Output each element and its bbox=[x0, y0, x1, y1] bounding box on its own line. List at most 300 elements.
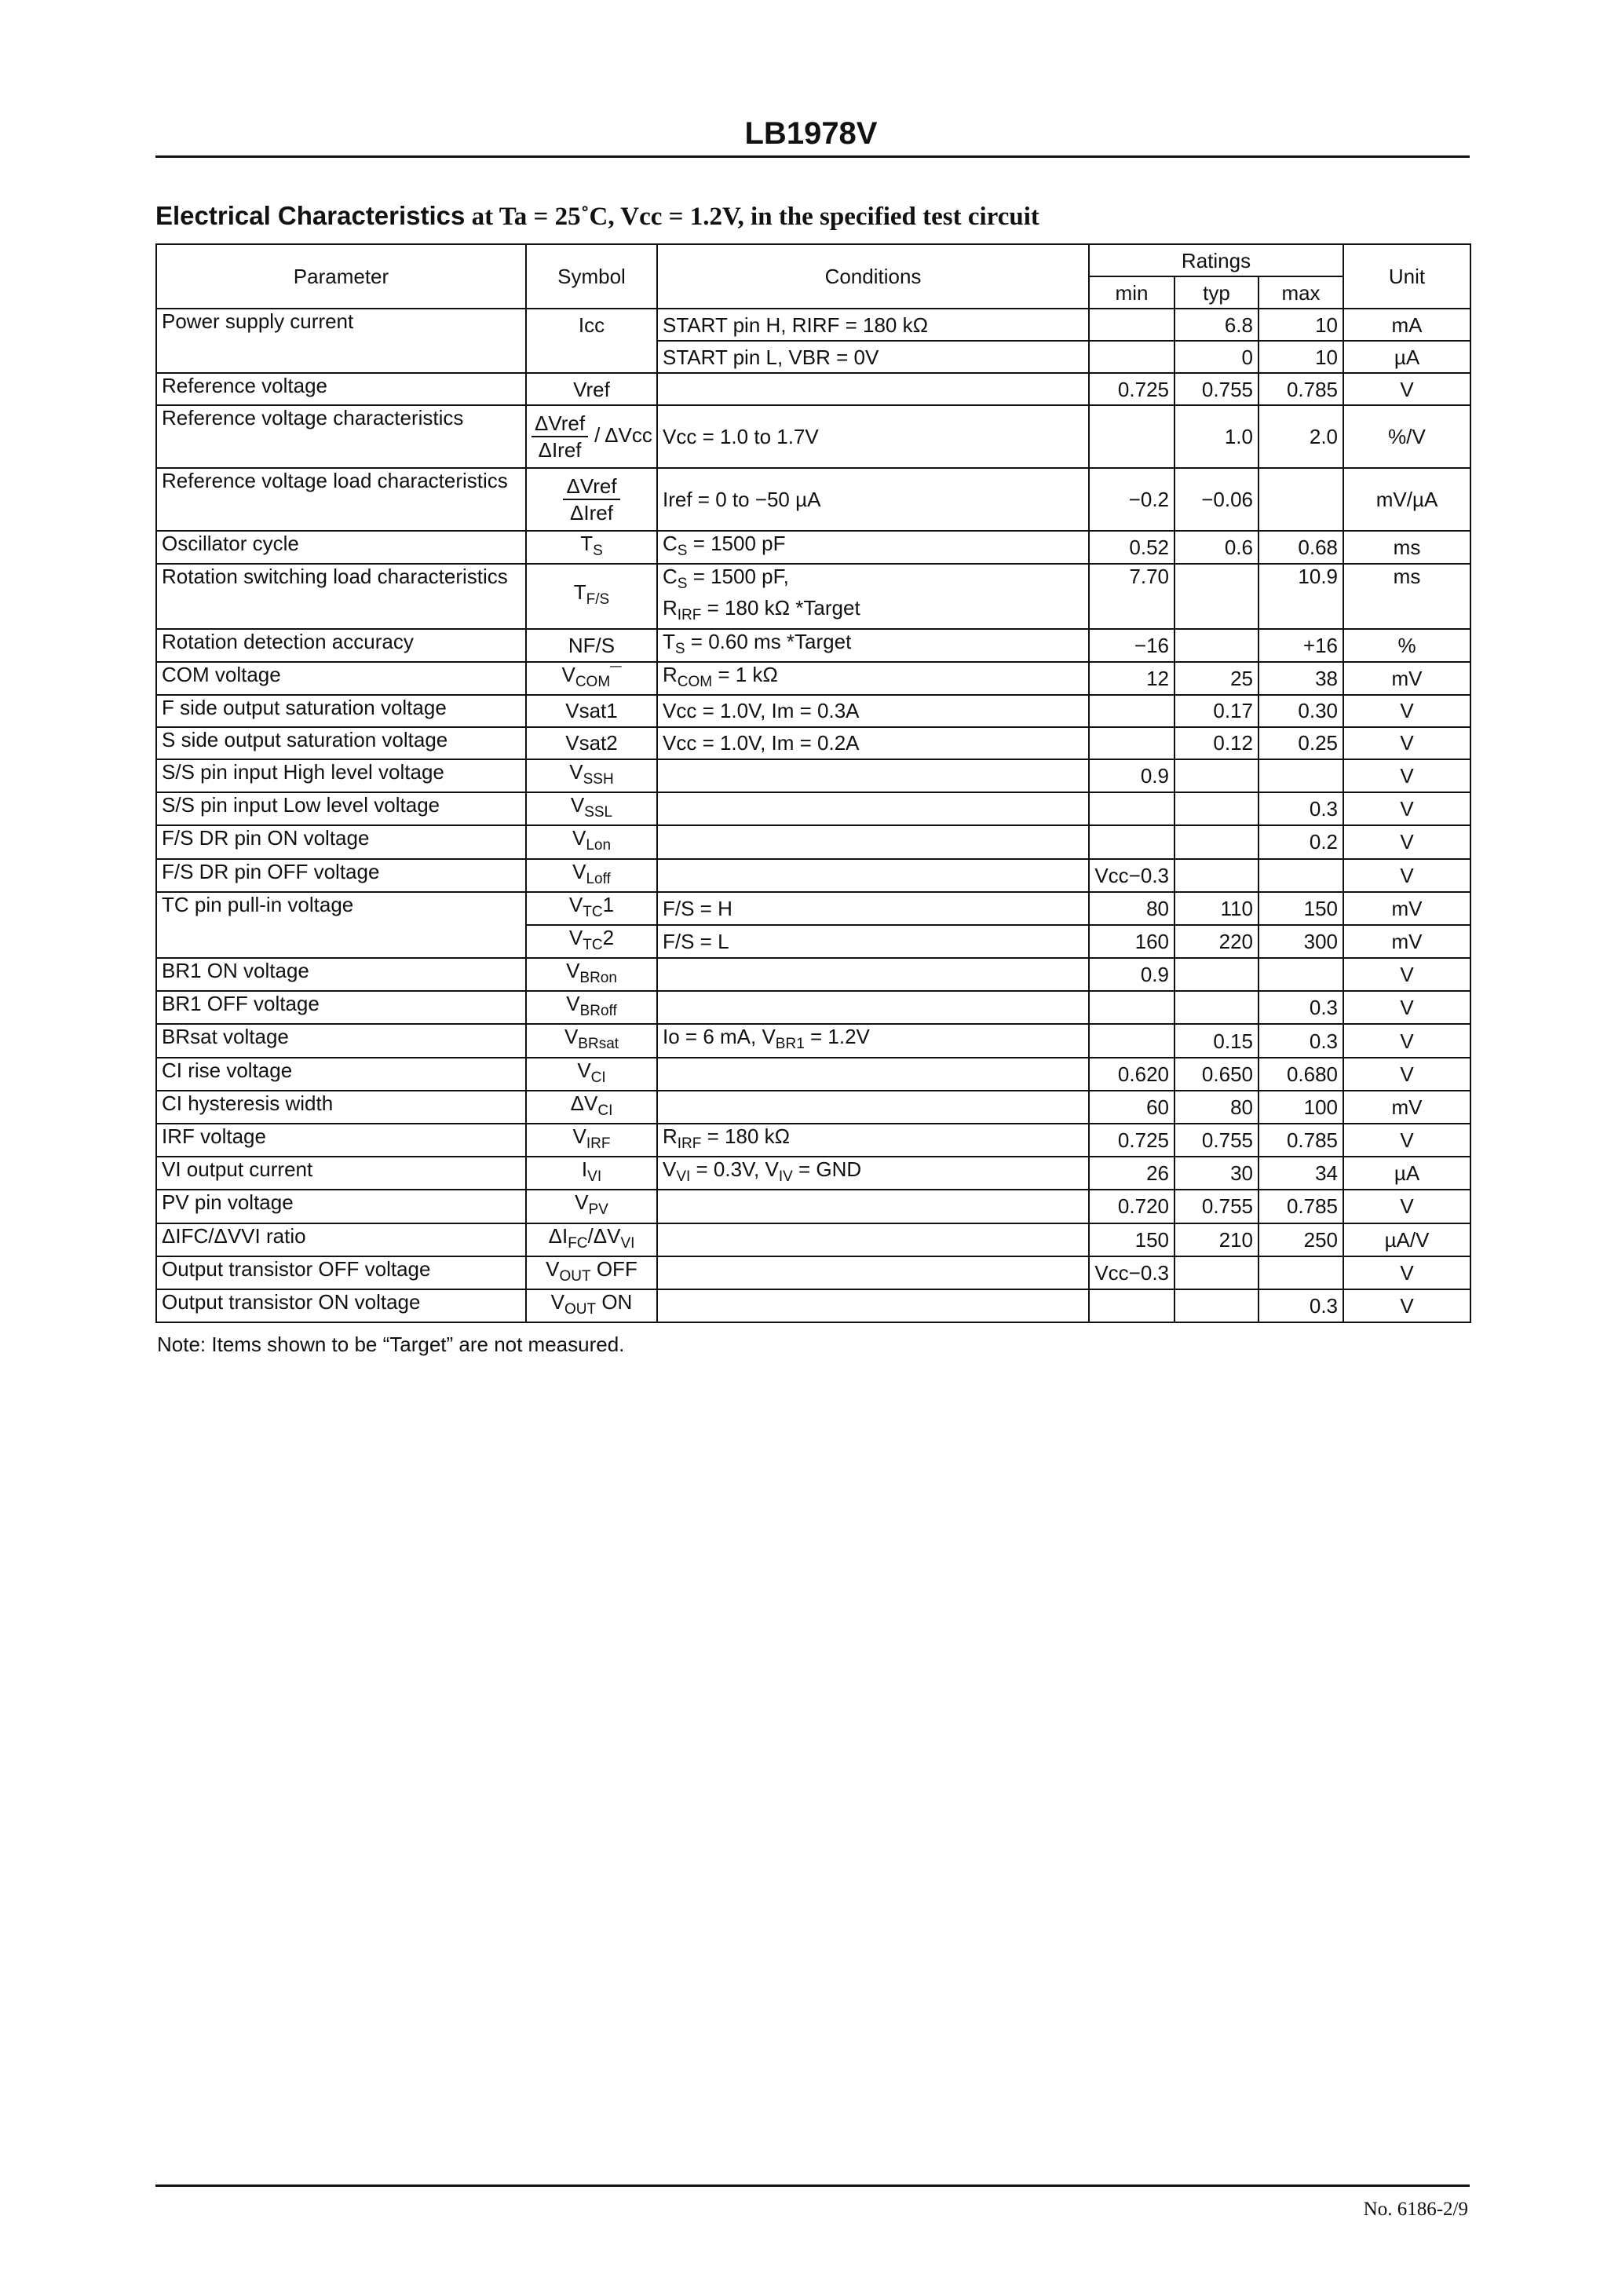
symbol-text: V bbox=[566, 992, 580, 1016]
typ-cell bbox=[1174, 564, 1259, 628]
symbol-cell bbox=[526, 1190, 657, 1223]
max-cell: 0.785 bbox=[1259, 1190, 1343, 1223]
typ-cell: 0.12 bbox=[1174, 727, 1259, 759]
unit-cell: µA bbox=[1343, 341, 1470, 373]
symbol-cell bbox=[526, 958, 657, 991]
conditions-subscript: IV bbox=[778, 1168, 793, 1186]
symbol-cell bbox=[526, 1124, 657, 1157]
symbol-subscript: F/S bbox=[586, 591, 610, 609]
symbol-text: V bbox=[572, 826, 586, 850]
table-body bbox=[156, 309, 1470, 1322]
symbol-subscript: S bbox=[593, 543, 603, 560]
typ-cell bbox=[1174, 792, 1259, 825]
max-cell: 0.680 bbox=[1259, 1058, 1343, 1091]
symbol-text: Vsat1 bbox=[565, 699, 618, 723]
typ-cell bbox=[1174, 629, 1259, 662]
symbol-subscript: CI bbox=[590, 1069, 606, 1086]
conditions-cell bbox=[657, 1256, 1089, 1289]
symbol-cell bbox=[526, 309, 657, 341]
min-cell bbox=[1089, 1289, 1174, 1322]
symbol-cell bbox=[526, 695, 657, 727]
symbol-fraction bbox=[532, 411, 588, 462]
unit-cell: V bbox=[1343, 695, 1470, 727]
conditions-text: R bbox=[663, 1124, 678, 1148]
conditions-cell bbox=[657, 564, 1089, 628]
table-row bbox=[156, 1190, 1470, 1223]
table-row bbox=[156, 892, 1470, 925]
parameter-cell: Reference voltage bbox=[156, 373, 526, 405]
conditions-text: C bbox=[663, 532, 678, 555]
symbol-subscript: BRsat bbox=[578, 1036, 619, 1053]
typ-cell bbox=[1174, 859, 1259, 892]
unit-cell: V bbox=[1343, 727, 1470, 759]
min-cell bbox=[1089, 1024, 1174, 1057]
table-row bbox=[156, 309, 1470, 341]
unit-cell: ms bbox=[1343, 531, 1470, 564]
typ-cell: −0.06 bbox=[1174, 468, 1259, 531]
symbol-cell bbox=[526, 373, 657, 405]
max-cell: 0.2 bbox=[1259, 825, 1343, 858]
table-row bbox=[156, 759, 1470, 792]
header-max: max bbox=[1259, 276, 1343, 309]
max-cell: 0.3 bbox=[1259, 1289, 1343, 1322]
unit-cell: V bbox=[1343, 1024, 1470, 1057]
typ-cell: 0.755 bbox=[1174, 1124, 1259, 1157]
typ-cell: 0.17 bbox=[1174, 695, 1259, 727]
symbol-cell bbox=[526, 925, 657, 958]
table-row bbox=[156, 1124, 1470, 1157]
conditions-cell bbox=[657, 727, 1089, 759]
unit-cell: ms bbox=[1343, 564, 1470, 628]
page-title: LB1978V bbox=[744, 116, 878, 151]
max-cell: 10 bbox=[1259, 341, 1343, 373]
max-cell: 0.3 bbox=[1259, 1024, 1343, 1057]
electrical-characteristics-table bbox=[155, 243, 1471, 1323]
parameter-cell bbox=[156, 925, 526, 958]
parameter-cell: Power supply current bbox=[156, 309, 526, 341]
conditions-text: START pin H, RIRF = 180 kΩ bbox=[663, 313, 929, 337]
typ-cell: 220 bbox=[1174, 925, 1259, 958]
symbol-cell bbox=[526, 859, 657, 892]
typ-cell bbox=[1174, 1289, 1259, 1322]
symbol-suffix: ¯ bbox=[610, 662, 622, 686]
conditions-text: = 0.60 ms *Target bbox=[685, 629, 852, 653]
unit-cell: µA/V bbox=[1343, 1223, 1470, 1256]
conditions-text: Vcc = 1.0 to 1.7V bbox=[663, 425, 819, 448]
min-cell: 0.725 bbox=[1089, 1124, 1174, 1157]
typ-cell: 0.15 bbox=[1174, 1024, 1259, 1057]
parameter-cell: VI output current bbox=[156, 1157, 526, 1190]
min-cell: 80 bbox=[1089, 892, 1174, 925]
symbol-cell bbox=[526, 341, 657, 373]
symbol-cell bbox=[526, 991, 657, 1024]
conditions-text: = 0.3V, V bbox=[690, 1157, 779, 1182]
min-cell bbox=[1089, 727, 1174, 759]
symbol-subscript: Loff bbox=[586, 870, 611, 887]
max-cell: 300 bbox=[1259, 925, 1343, 958]
min-cell bbox=[1089, 405, 1174, 468]
conditions-cell bbox=[657, 531, 1089, 564]
unit-cell: V bbox=[1343, 1124, 1470, 1157]
symbol-cell bbox=[526, 468, 657, 531]
min-cell bbox=[1089, 309, 1174, 341]
typ-cell: 0 bbox=[1174, 341, 1259, 373]
max-cell bbox=[1259, 958, 1343, 991]
conditions-cell bbox=[657, 1058, 1089, 1091]
table-row bbox=[156, 792, 1470, 825]
conditions-subscript: S bbox=[677, 576, 688, 593]
footer-rule bbox=[155, 2184, 1470, 2187]
symbol-text: V bbox=[575, 1190, 589, 1215]
symbol-subscript: FC bbox=[568, 1234, 588, 1252]
unit-cell: mV bbox=[1343, 892, 1470, 925]
symbol-subscript: COM bbox=[575, 673, 611, 690]
unit-cell: V bbox=[1343, 825, 1470, 858]
conditions-text: Vcc = 1.0V, Im = 0.2A bbox=[663, 731, 860, 755]
conditions-text: START pin L, VBR = 0V bbox=[663, 345, 879, 369]
conditions-text: V bbox=[663, 1157, 677, 1182]
symbol-subscript: IRF bbox=[586, 1135, 611, 1153]
typ-cell bbox=[1174, 1256, 1259, 1289]
symbol-cell bbox=[526, 727, 657, 759]
symbol-subscript: PV bbox=[588, 1201, 608, 1219]
parameter-cell: CI hysteresis width bbox=[156, 1091, 526, 1124]
header-unit: Unit bbox=[1343, 244, 1470, 309]
conditions-cell bbox=[657, 468, 1089, 531]
parameter-cell: Oscillator cycle bbox=[156, 531, 526, 564]
max-cell: 100 bbox=[1259, 1091, 1343, 1124]
table-row bbox=[156, 1289, 1470, 1322]
unit-cell: V bbox=[1343, 859, 1470, 892]
parameter-cell: S/S pin input Low level voltage bbox=[156, 792, 526, 825]
symbol-text: V bbox=[568, 892, 583, 916]
max-cell: 0.25 bbox=[1259, 727, 1343, 759]
conditions-cell bbox=[657, 373, 1089, 405]
typ-cell: 80 bbox=[1174, 1091, 1259, 1124]
parameter-cell: CI rise voltage bbox=[156, 1058, 526, 1091]
table-row bbox=[156, 1091, 1470, 1124]
table-row bbox=[156, 1024, 1470, 1057]
symbol-subscript: VI bbox=[620, 1234, 635, 1252]
conditions-text: R bbox=[663, 596, 678, 620]
conditions-text: R bbox=[663, 662, 678, 686]
symbol-subscript: OUT bbox=[559, 1267, 591, 1285]
symbol-text: V bbox=[569, 759, 583, 784]
table-row bbox=[156, 925, 1470, 958]
conditions-text: Vcc = 1.0V, Im = 0.3A bbox=[663, 699, 860, 723]
max-cell: 2.0 bbox=[1259, 405, 1343, 468]
typ-cell: 0.6 bbox=[1174, 531, 1259, 564]
symbol-text: V bbox=[564, 1025, 579, 1049]
conditions-line bbox=[663, 565, 1083, 596]
section-heading bbox=[155, 201, 1039, 232]
conditions-cell bbox=[657, 958, 1089, 991]
symbol-text: Vsat2 bbox=[565, 731, 618, 755]
max-cell: 38 bbox=[1259, 662, 1343, 695]
min-cell: 26 bbox=[1089, 1157, 1174, 1190]
min-cell: 150 bbox=[1089, 1223, 1174, 1256]
table-row bbox=[156, 859, 1470, 892]
conditions-text: = 180 kΩ *Target bbox=[701, 596, 860, 620]
conditions-text: = 1.2V bbox=[804, 1025, 870, 1049]
max-cell: 250 bbox=[1259, 1223, 1343, 1256]
symbol-cell bbox=[526, 405, 657, 468]
min-cell: 0.52 bbox=[1089, 531, 1174, 564]
fraction-denominator: ΔIref bbox=[538, 438, 582, 462]
typ-cell: 0.755 bbox=[1174, 1190, 1259, 1223]
min-cell bbox=[1089, 341, 1174, 373]
symbol-cell bbox=[526, 1058, 657, 1091]
conditions-cell bbox=[657, 629, 1089, 662]
symbol-text: V bbox=[572, 1124, 586, 1148]
table-row bbox=[156, 1256, 1470, 1289]
symbol-cell bbox=[526, 759, 657, 792]
symbol-cell bbox=[526, 1157, 657, 1190]
symbol-suffix: 1 bbox=[602, 892, 615, 916]
symbol-text: V bbox=[572, 859, 586, 883]
unit-cell: %/V bbox=[1343, 405, 1470, 468]
symbol-middle: /ΔV bbox=[587, 1223, 621, 1248]
conditions-text: F/S = H bbox=[663, 896, 732, 920]
conditions-cell bbox=[657, 1024, 1089, 1057]
symbol-subscript: CI bbox=[597, 1102, 613, 1119]
symbol-cell bbox=[526, 531, 657, 564]
typ-cell: 210 bbox=[1174, 1223, 1259, 1256]
typ-cell bbox=[1174, 958, 1259, 991]
fraction-numerator: ΔVref bbox=[532, 411, 588, 437]
unit-cell: V bbox=[1343, 1058, 1470, 1091]
min-cell: 160 bbox=[1089, 925, 1174, 958]
min-cell bbox=[1089, 695, 1174, 727]
symbol-text: Icc bbox=[578, 313, 605, 337]
symbol-text: V bbox=[546, 1256, 560, 1281]
typ-cell: 0.650 bbox=[1174, 1058, 1259, 1091]
parameter-cell: F side output saturation voltage bbox=[156, 695, 526, 727]
max-cell: 150 bbox=[1259, 892, 1343, 925]
table-row bbox=[156, 695, 1470, 727]
symbol-text: Vref bbox=[573, 377, 610, 401]
symbol-text: V bbox=[570, 793, 585, 817]
conditions-text: C bbox=[663, 565, 678, 589]
typ-cell: 0.755 bbox=[1174, 373, 1259, 405]
unit-cell: V bbox=[1343, 991, 1470, 1024]
symbol-subscript: SSH bbox=[583, 771, 614, 788]
conditions-text: Iref = 0 to −50 µA bbox=[663, 488, 821, 511]
max-cell bbox=[1259, 859, 1343, 892]
min-cell: Vcc−0.3 bbox=[1089, 1256, 1174, 1289]
table-row bbox=[156, 468, 1470, 531]
max-cell: 0.30 bbox=[1259, 695, 1343, 727]
symbol-text: I bbox=[581, 1157, 588, 1182]
conditions-subscript: S bbox=[677, 543, 688, 560]
symbol-cell bbox=[526, 1091, 657, 1124]
min-cell: −16 bbox=[1089, 629, 1174, 662]
conditions-text: = 180 kΩ bbox=[701, 1124, 791, 1148]
max-cell: 0.785 bbox=[1259, 1124, 1343, 1157]
unit-cell: µA bbox=[1343, 1157, 1470, 1190]
typ-cell bbox=[1174, 759, 1259, 792]
typ-cell: 25 bbox=[1174, 662, 1259, 695]
max-cell: 0.3 bbox=[1259, 991, 1343, 1024]
section-heading-lead: Electrical Characteristics bbox=[155, 201, 466, 230]
min-cell: 0.620 bbox=[1089, 1058, 1174, 1091]
parameter-cell: TC pin pull-in voltage bbox=[156, 892, 526, 925]
conditions-text: = 1500 pF, bbox=[687, 565, 789, 589]
symbol-cell bbox=[526, 1024, 657, 1057]
conditions-subscript: VI bbox=[676, 1168, 691, 1186]
symbol-text: ΔV bbox=[570, 1091, 598, 1115]
conditions-cell bbox=[657, 892, 1089, 925]
conditions-cell bbox=[657, 1223, 1089, 1256]
conditions-subscript: S bbox=[674, 640, 685, 657]
symbol-text: T bbox=[580, 532, 594, 555]
symbol-subscript: Lon bbox=[586, 837, 612, 854]
conditions-cell bbox=[657, 859, 1089, 892]
conditions-text: F/S = L bbox=[663, 929, 729, 953]
conditions-cell bbox=[657, 759, 1089, 792]
conditions-subscript: IRF bbox=[677, 607, 702, 624]
symbol-cell bbox=[526, 629, 657, 662]
symbol-text: V bbox=[577, 1058, 591, 1082]
fraction-denominator: ΔIref bbox=[570, 501, 613, 525]
max-cell: 10 bbox=[1259, 309, 1343, 341]
unit-cell: V bbox=[1343, 759, 1470, 792]
unit-cell: V bbox=[1343, 373, 1470, 405]
symbol-text: NF/S bbox=[568, 633, 616, 657]
table-row bbox=[156, 629, 1470, 662]
table-row bbox=[156, 1058, 1470, 1091]
typ-cell: 6.8 bbox=[1174, 309, 1259, 341]
unit-cell: V bbox=[1343, 1256, 1470, 1289]
header-min: min bbox=[1089, 276, 1174, 309]
conditions-cell bbox=[657, 1157, 1089, 1190]
symbol-cell bbox=[526, 1223, 657, 1256]
title-rule bbox=[155, 155, 1470, 158]
table-row bbox=[156, 564, 1470, 628]
conditions-text: Io = 6 mA, V bbox=[663, 1025, 776, 1049]
conditions-cell bbox=[657, 1124, 1089, 1157]
conditions-cell bbox=[657, 341, 1089, 373]
min-cell: 0.720 bbox=[1089, 1190, 1174, 1223]
unit-cell: mV bbox=[1343, 1091, 1470, 1124]
parameter-cell: S side output saturation voltage bbox=[156, 727, 526, 759]
parameter-cell: F/S DR pin OFF voltage bbox=[156, 859, 526, 892]
table-row bbox=[156, 341, 1470, 373]
symbol-text: V bbox=[566, 959, 580, 983]
conditions-cell bbox=[657, 695, 1089, 727]
conditions-line bbox=[663, 596, 1083, 627]
unit-cell: V bbox=[1343, 958, 1470, 991]
max-cell: +16 bbox=[1259, 629, 1343, 662]
table-row bbox=[156, 1157, 1470, 1190]
table-row bbox=[156, 662, 1470, 695]
conditions-cell bbox=[657, 1091, 1089, 1124]
table-row bbox=[156, 1223, 1470, 1256]
symbol-cell bbox=[526, 662, 657, 695]
header-symbol: Symbol bbox=[526, 244, 657, 309]
symbol-text: T bbox=[573, 580, 586, 605]
symbol-text: V bbox=[550, 1289, 564, 1314]
conditions-cell bbox=[657, 925, 1089, 958]
table-row bbox=[156, 958, 1470, 991]
unit-cell: mV bbox=[1343, 925, 1470, 958]
unit-cell: mA bbox=[1343, 309, 1470, 341]
conditions-text: T bbox=[663, 629, 675, 653]
symbol-cell bbox=[526, 1289, 657, 1322]
symbol-cell bbox=[526, 792, 657, 825]
table-row bbox=[156, 405, 1470, 468]
conditions-cell bbox=[657, 991, 1089, 1024]
conditions-text: = 1 kΩ bbox=[712, 662, 778, 686]
symbol-subscript: OUT bbox=[564, 1301, 597, 1318]
conditions-cell bbox=[657, 1190, 1089, 1223]
min-cell: −0.2 bbox=[1089, 468, 1174, 531]
parameter-cell: F/S DR pin ON voltage bbox=[156, 825, 526, 858]
parameter-cell: PV pin voltage bbox=[156, 1190, 526, 1223]
table-row bbox=[156, 825, 1470, 858]
symbol-subscript: TC bbox=[583, 903, 603, 920]
min-cell bbox=[1089, 792, 1174, 825]
parameter-cell: IRF voltage bbox=[156, 1124, 526, 1157]
min-cell: 0.9 bbox=[1089, 958, 1174, 991]
conditions-text: = 1500 pF bbox=[687, 532, 786, 555]
symbol-fraction bbox=[563, 473, 619, 525]
conditions-cell bbox=[657, 405, 1089, 468]
parameter-cell: Reference voltage load characteristics bbox=[156, 468, 526, 531]
unit-cell: V bbox=[1343, 1190, 1470, 1223]
max-cell: 10.9 bbox=[1259, 564, 1343, 628]
unit-cell: mV bbox=[1343, 662, 1470, 695]
parameter-cell bbox=[156, 341, 526, 373]
symbol-subscript: TC bbox=[583, 937, 603, 954]
table-row bbox=[156, 991, 1470, 1024]
footnote: Note: Items shown to be “Target” are not measured. bbox=[157, 1333, 625, 1356]
fraction-numerator: ΔVref bbox=[563, 473, 619, 500]
unit-cell: mV/µA bbox=[1343, 468, 1470, 531]
symbol-text: V bbox=[568, 925, 583, 949]
parameter-cell: Rotation switching load characteristics bbox=[156, 564, 526, 628]
max-cell: 34 bbox=[1259, 1157, 1343, 1190]
conditions-subscript: COM bbox=[677, 673, 713, 690]
conditions-cell bbox=[657, 662, 1089, 695]
symbol-subscript: VI bbox=[587, 1168, 602, 1186]
parameter-cell: S/S pin input High level voltage bbox=[156, 759, 526, 792]
conditions-subscript: BR1 bbox=[775, 1036, 805, 1053]
min-cell: 0.725 bbox=[1089, 373, 1174, 405]
parameter-cell: BRsat voltage bbox=[156, 1024, 526, 1057]
conditions-text: = GND bbox=[792, 1157, 862, 1182]
min-cell bbox=[1089, 991, 1174, 1024]
conditions-cell bbox=[657, 309, 1089, 341]
parameter-cell: COM voltage bbox=[156, 662, 526, 695]
symbol-suffix: ON bbox=[596, 1289, 633, 1314]
section-heading-conditions: at Ta = 25˚C, Vcc = 1.2V, in the specified test circuit bbox=[465, 203, 1039, 231]
page-number: No. 6186-2/9 bbox=[1363, 2199, 1468, 2220]
symbol-cell bbox=[526, 825, 657, 858]
table-row bbox=[156, 531, 1470, 564]
conditions-cell bbox=[657, 792, 1089, 825]
min-cell: Vcc−0.3 bbox=[1089, 859, 1174, 892]
typ-cell: 110 bbox=[1174, 892, 1259, 925]
symbol-suffix: OFF bbox=[590, 1256, 637, 1281]
parameter-cell: BR1 ON voltage bbox=[156, 958, 526, 991]
max-cell: 0.785 bbox=[1259, 373, 1343, 405]
symbol-text: ΔI bbox=[548, 1223, 568, 1248]
symbol-text: V bbox=[561, 662, 575, 686]
table-row bbox=[156, 373, 1470, 405]
unit-cell: V bbox=[1343, 792, 1470, 825]
symbol-subscript: BRoff bbox=[579, 1003, 617, 1020]
